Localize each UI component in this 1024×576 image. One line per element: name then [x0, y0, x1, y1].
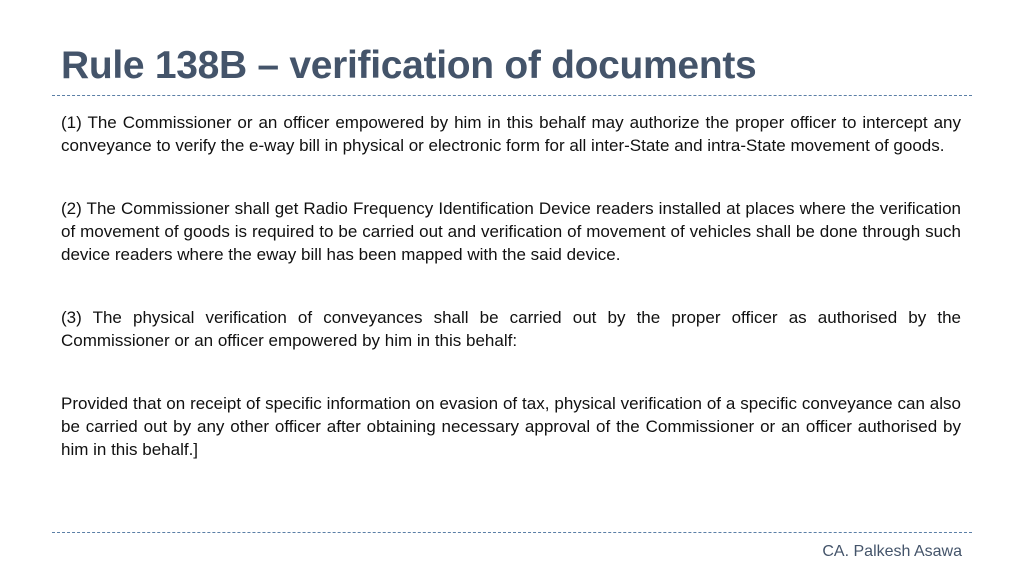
paragraph-rule-1: (1) The Commissioner or an officer empowered by him in this behalf may authorize the proper officer to intercept any conveyance to verify the e-way bill in physical or electronic form for all inter-State and intra-State movement of goods. — [61, 113, 961, 155]
paragraph-rule-2: (2) The Commissioner shall get Radio Frequency Identification Device readers installed at places where the verification of movement of goods is required to be carried out and verification of movement of vehicles shall be done through such device readers where the eway bill has been mapped with the said device. — [61, 199, 961, 264]
paragraph-rule-3: (3) The physical verification of conveyances shall be carried out by the proper officer as authorised by the Commissioner or an officer empowered by him in this behalf: — [61, 308, 961, 350]
footer-divider — [52, 532, 972, 533]
slide-title: Rule 138B – verification of documents — [61, 44, 757, 87]
title-divider — [52, 95, 972, 96]
author-footer: CA. Palkesh Asawa — [822, 543, 962, 560]
slide-body — [61, 111, 961, 461]
paragraph-proviso: Provided that on receipt of specific information on evasion of tax, physical verification of a specific conveyance can also be carried out by any other officer after obtaining necessary approval of the Commissioner or an officer authorised by him in this behalf.] — [61, 394, 961, 459]
